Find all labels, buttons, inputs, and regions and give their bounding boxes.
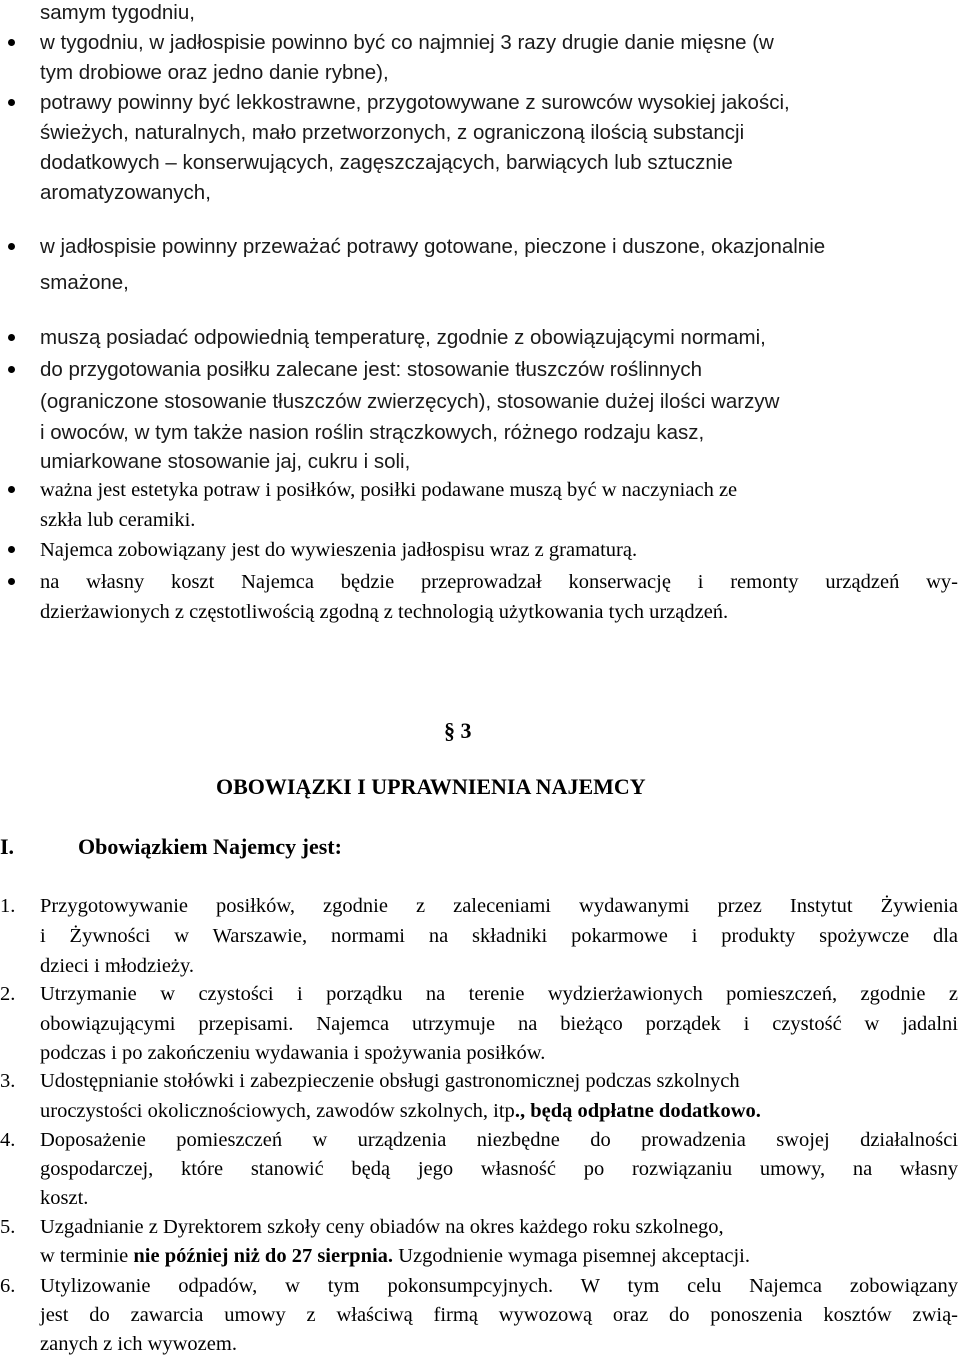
- item-3-line-2-text: uroczystości okolicznościowych, zawodów szkolnych, itp: [40, 1100, 515, 1122]
- bullet-6-line-1: ważna jest estetyka potraw i posiłków, posiłki podawane muszą być w naczyniach ze: [40, 479, 738, 501]
- item-6-line-2: jest do zawarcia umowy z właściwą firmą wywozową oraz do ponoszenia kosztów zwią-: [40, 1304, 958, 1326]
- item-number: 4.: [0, 1129, 16, 1151]
- bullet-marker: [8, 243, 15, 250]
- bullet-5-line-4: umiarkowane stosowanie jaj, cukru i soli,: [40, 450, 411, 473]
- item-2-line-3: podczas i po zakończeniu wydawania i spożywania posiłków.: [40, 1042, 546, 1064]
- item-5-line-2-text: w terminie: [40, 1245, 134, 1267]
- subsection-number: I.: [0, 834, 15, 859]
- item-5-line-2: [40, 1243, 750, 1269]
- bullet-6-line-2: szkła lub ceramiki.: [40, 509, 196, 531]
- item-3-line-2: [40, 1098, 761, 1124]
- item-number: 6.: [0, 1275, 16, 1297]
- bullet-marker: [8, 546, 15, 553]
- item-3-bold-note: ., będą odpłatne dodatkowo.: [514, 1100, 761, 1122]
- item-number: 2.: [0, 983, 16, 1005]
- section-sign: § 3: [444, 718, 472, 743]
- item-number: 3.: [0, 1070, 16, 1092]
- bullet-marker: [8, 366, 15, 373]
- bullet-marker: [8, 39, 15, 46]
- item-4-line-1: Doposażenie pomieszczeń w urządzenia niezbędne do prowadzenia swojej działalności: [40, 1129, 958, 1151]
- item-number: 1.: [0, 895, 16, 917]
- bullet-5-line-2: (ograniczone stosowanie tłuszczów zwierzęcych), stosowanie dużej ilości warzyw: [40, 390, 780, 413]
- bullet-5-line-3: i owoców, w tym także nasion roślin strączkowych, różnego rodzaju kasz,: [40, 421, 705, 444]
- bullet-5-line-1: do przygotowania posiłku zalecane jest: stosowanie tłuszczów roślinnych: [40, 358, 703, 381]
- item-5-line-1: Uzgadnianie z Dyrektorem szkoły ceny obiadów na okres każdego roku szkolnego,: [40, 1216, 724, 1238]
- item-4-line-3: koszt.: [40, 1187, 89, 1209]
- item-2-line-1: Utrzymanie w czystości i porządku na terenie wydzierżawionych pomieszczeń, zgodnie z: [40, 983, 958, 1005]
- subsection-title: Obowiązkiem Najemcy jest:: [78, 834, 342, 859]
- bullet-marker: [8, 486, 15, 493]
- bullet-8-line-2: dzierżawionych z częstotliwością zgodną z technologią użytkowania tych urządzeń.: [40, 601, 729, 623]
- bullet-1-line-2: tym drobiowe oraz jedno danie rybne),: [40, 61, 389, 84]
- item-1-line-1: Przygotowywanie posiłków, zgodnie z zaleceniami wydawanymi przez Instytut Żywienia: [40, 895, 958, 917]
- item-6-line-3: zanych z ich wywozem.: [40, 1333, 237, 1355]
- item-number: 5.: [0, 1216, 16, 1238]
- bullet-marker: [8, 99, 15, 106]
- bullet-marker: [8, 334, 15, 341]
- item-1-line-2: i Żywności w Warszawie, normami na składniki pokarmowe i produkty spożywcze dla: [40, 925, 958, 947]
- bullet-8-line-1: na własny koszt Najemca będzie przeprowadzał konserwację i remonty urządzeń wy-: [40, 571, 958, 593]
- item-2-line-2: obowiązującymi przepisami. Najemca utrzymuje na bieżąco porządek i czystość w jadalni: [40, 1013, 958, 1035]
- bullet-2-line-4: aromatyzowanych,: [40, 181, 211, 204]
- bullet-2-line-3: dodatkowych – konserwujących, zagęszczających, barwiących lub sztucznie: [40, 151, 733, 174]
- bullet-7-line-1: Najemca zobowiązany jest do wywieszenia jadłospisu wraz z gramaturą.: [40, 539, 638, 561]
- item-1-line-3: dzieci i młodzieży.: [40, 955, 195, 977]
- item-5-line-2-tail: Uzgodnienie wymaga pisemnej akceptacji.: [393, 1245, 750, 1267]
- bullet-3-line-1: w jadłospisie powinny przeważać potrawy gotowane, pieczone i duszone, okazjonalnie: [40, 235, 826, 258]
- bullet-1-line-1: w tygodniu, w jadłospisie powinno być co najmniej 3 razy drugie danie mięsne (w: [40, 31, 774, 54]
- bullet-2-line-2: świeżych, naturalnych, mało przetworzonych, z ograniczoną ilością substancji: [40, 121, 745, 144]
- section-title: OBOWIĄZKI I UPRAWNIENIA NAJEMCY: [216, 774, 646, 799]
- item-4-line-2: gospodarczej, które stanowić będą jego własność po rozwiązaniu umowy, na własny: [40, 1158, 958, 1180]
- item-5-deadline: nie później niż do 27 sierpnia.: [133, 1245, 394, 1267]
- item-6-line-1: Utylizowanie odpadów, w tym pokonsumpcyjnych. W tym celu Najemca zobowiązany: [40, 1275, 958, 1297]
- bullet-3-line-2: smażone,: [40, 271, 129, 294]
- bullet-marker: [8, 578, 15, 585]
- item-3-line-1: Udostępnianie stołówki i zabezpieczenie obsługi gastronomicznej podczas szkolnych: [40, 1070, 740, 1092]
- bullet-4-line-1: muszą posiadać odpowiednią temperaturę, zgodnie z obowiązującymi normami,: [40, 326, 766, 349]
- bullet-2-line-1: potrawy powinny być lekkostrawne, przygotowywane z surowców wysokiej jakości,: [40, 91, 790, 114]
- list-intro-line: samym tygodniu,: [40, 1, 195, 24]
